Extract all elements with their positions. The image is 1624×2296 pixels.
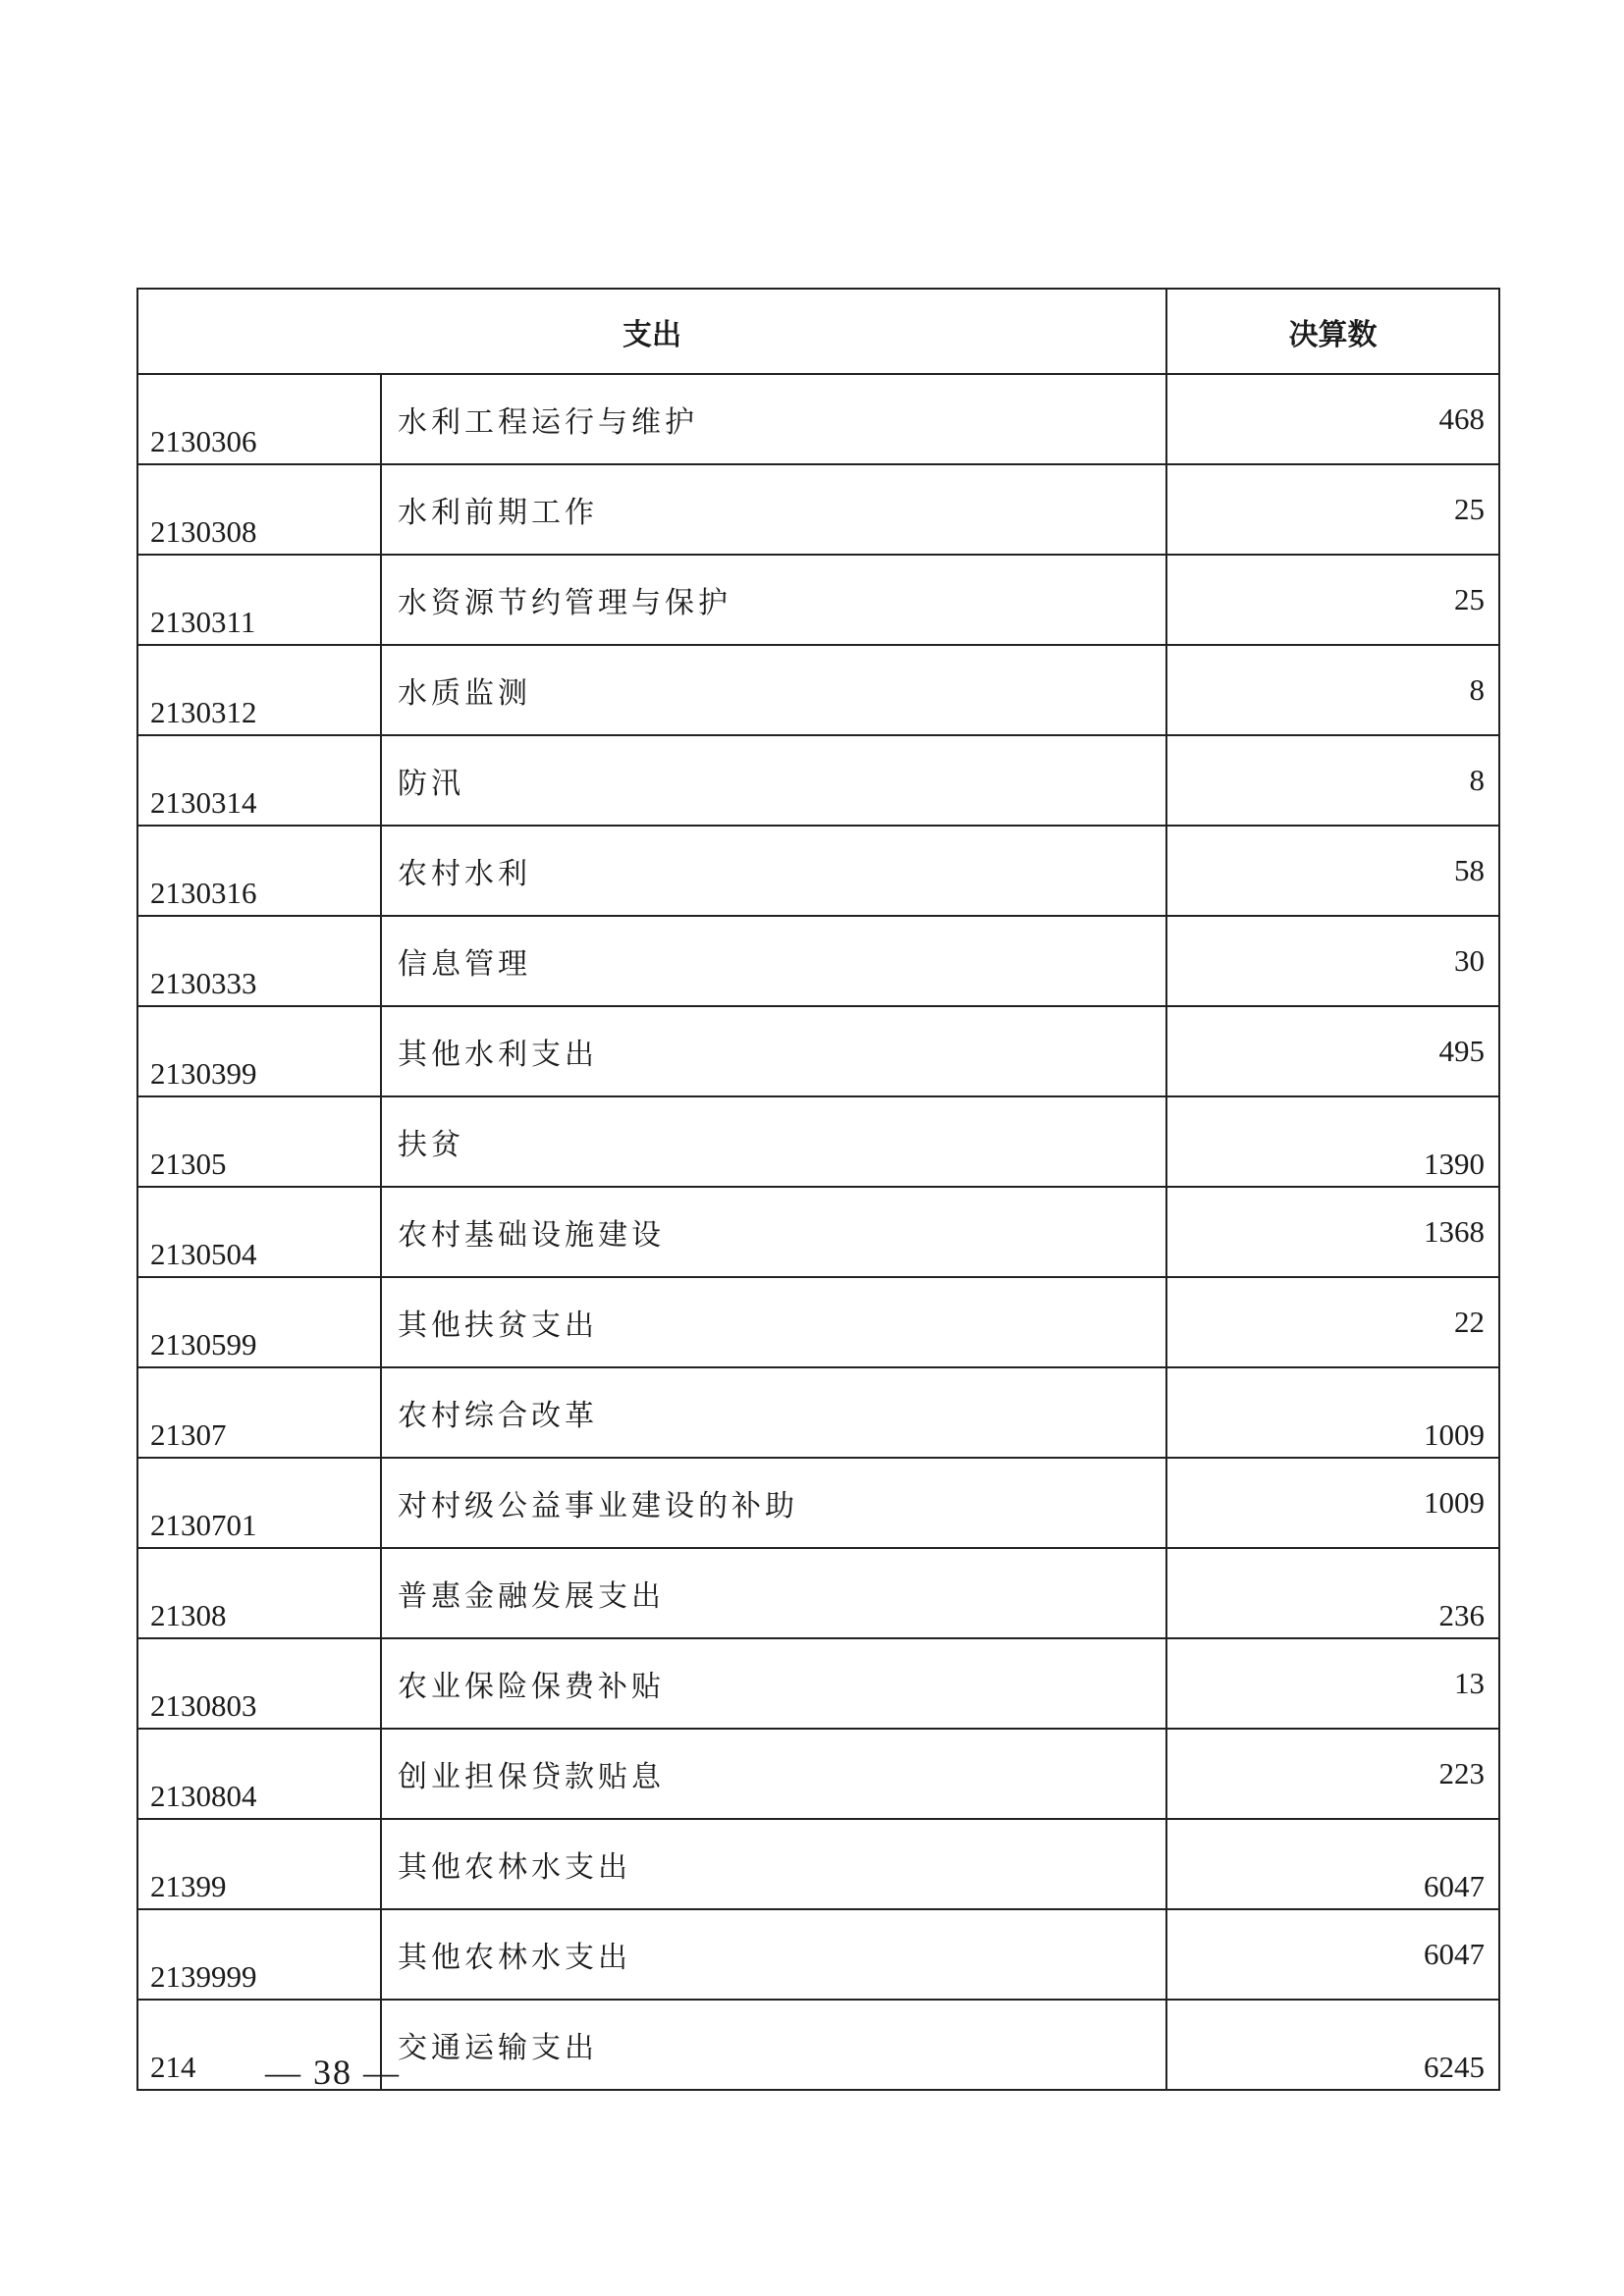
table-body	[137, 374, 1499, 2090]
item-code: 2130306	[137, 374, 381, 464]
table-row	[137, 1367, 1499, 1458]
item-code: 2130599	[137, 1277, 381, 1367]
table-row	[137, 1909, 1499, 2000]
item-code: 2130504	[137, 1187, 381, 1277]
table-row	[137, 464, 1499, 555]
table-row	[137, 1187, 1499, 1277]
item-amount: 6245	[1166, 2000, 1499, 2090]
item-name: 水质监测	[381, 645, 1166, 735]
item-code: 21308	[137, 1548, 381, 1638]
item-amount: 223	[1166, 1729, 1499, 1819]
item-code: 2139999	[137, 1909, 381, 2000]
item-name: 农村基础设施建设	[381, 1187, 1166, 1277]
item-amount: 8	[1166, 735, 1499, 826]
item-amount: 25	[1166, 555, 1499, 645]
item-name: 扶贫	[381, 1096, 1166, 1187]
item-name: 对村级公益事业建设的补助	[381, 1458, 1166, 1548]
table-row	[137, 1819, 1499, 1909]
item-name: 农村综合改革	[381, 1367, 1166, 1458]
item-amount: 22	[1166, 1277, 1499, 1367]
item-amount: 6047	[1166, 1819, 1499, 1909]
item-code: 21399	[137, 1819, 381, 1909]
item-amount: 58	[1166, 826, 1499, 916]
item-name: 信息管理	[381, 916, 1166, 1006]
item-code: 2130308	[137, 464, 381, 555]
item-code: 2130316	[137, 826, 381, 916]
table-row	[137, 1638, 1499, 1729]
expenditure-header: 支出	[137, 289, 1166, 374]
item-amount: 1390	[1166, 1096, 1499, 1187]
table-row	[137, 1548, 1499, 1638]
item-code: 2130399	[137, 1006, 381, 1096]
amount-header: 决算数	[1166, 289, 1499, 374]
table-row	[137, 645, 1499, 735]
table-header-row	[137, 289, 1499, 374]
item-amount: 495	[1166, 1006, 1499, 1096]
table-row	[137, 916, 1499, 1006]
item-code: 2130312	[137, 645, 381, 735]
item-code: 2130333	[137, 916, 381, 1006]
item-amount: 30	[1166, 916, 1499, 1006]
table-row	[137, 826, 1499, 916]
item-name: 其他扶贫支出	[381, 1277, 1166, 1367]
item-code: 2130803	[137, 1638, 381, 1729]
item-amount: 6047	[1166, 1909, 1499, 2000]
item-amount: 13	[1166, 1638, 1499, 1729]
item-name: 农业保险保费补贴	[381, 1638, 1166, 1729]
item-code: 2130804	[137, 1729, 381, 1819]
item-amount: 1009	[1166, 1458, 1499, 1548]
item-name: 水利工程运行与维护	[381, 374, 1166, 464]
budget-table	[136, 288, 1500, 2091]
item-code: 21305	[137, 1096, 381, 1187]
item-name: 水资源节约管理与保护	[381, 555, 1166, 645]
item-name: 其他农林水支出	[381, 1819, 1166, 1909]
table-row	[137, 735, 1499, 826]
item-code: 2130311	[137, 555, 381, 645]
item-code: 214	[137, 2000, 381, 2090]
table-row	[137, 374, 1499, 464]
table-row	[137, 1006, 1499, 1096]
item-amount: 25	[1166, 464, 1499, 555]
item-amount: 1368	[1166, 1187, 1499, 1277]
item-amount: 1009	[1166, 1367, 1499, 1458]
table-row	[137, 1729, 1499, 1819]
item-code: 2130314	[137, 735, 381, 826]
item-name: 其他水利支出	[381, 1006, 1166, 1096]
item-code: 2130701	[137, 1458, 381, 1548]
item-name: 水利前期工作	[381, 464, 1166, 555]
table-row	[137, 1096, 1499, 1187]
item-name: 其他农林水支出	[381, 1909, 1166, 2000]
item-name: 交通运输支出	[381, 2000, 1166, 2090]
table-row	[137, 1458, 1499, 1548]
item-amount: 468	[1166, 374, 1499, 464]
table-row	[137, 1277, 1499, 1367]
item-name: 普惠金融发展支出	[381, 1548, 1166, 1638]
item-code: 21307	[137, 1367, 381, 1458]
item-amount: 8	[1166, 645, 1499, 735]
item-name: 农村水利	[381, 826, 1166, 916]
page-number: — 38 —	[265, 2053, 401, 2092]
item-name: 防汛	[381, 735, 1166, 826]
item-amount: 236	[1166, 1548, 1499, 1638]
item-name: 创业担保贷款贴息	[381, 1729, 1166, 1819]
table-row	[137, 555, 1499, 645]
